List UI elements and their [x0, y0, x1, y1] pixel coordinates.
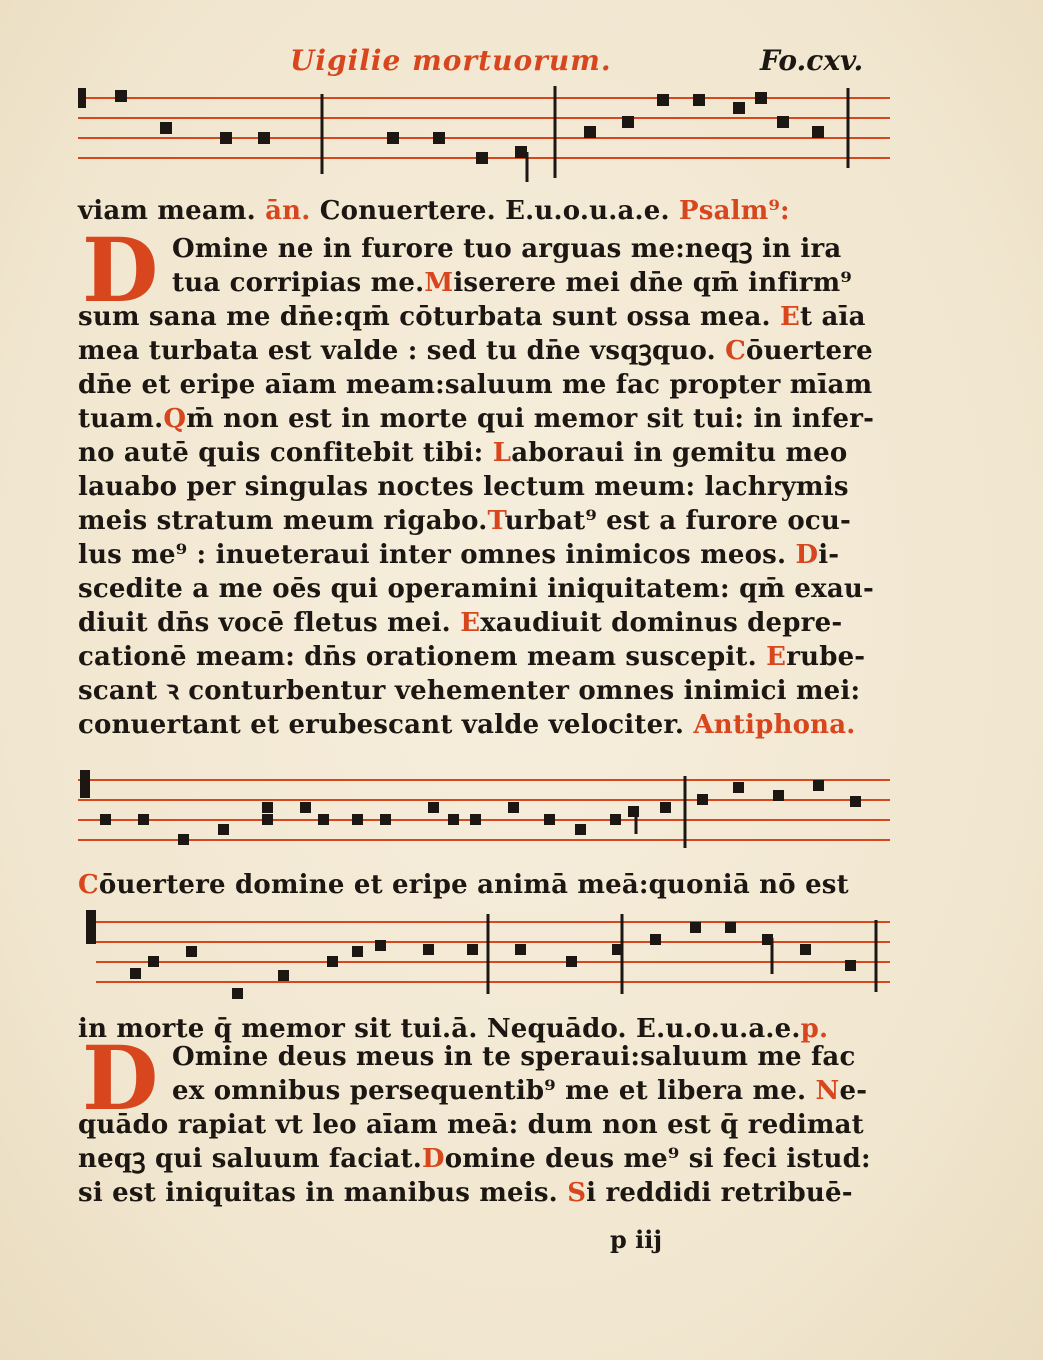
text-line [78, 436, 898, 470]
drop-capital: D [82, 1026, 159, 1130]
text-line [78, 538, 898, 572]
text-line [78, 194, 898, 228]
rubric-text: Q [163, 404, 187, 434]
text-segment: sum sana me dn̄e:qm̄ cōturbata sunt ossa mea. [78, 302, 781, 332]
signature-mark: p iij [610, 1225, 663, 1254]
text-line [78, 606, 898, 640]
rubric-text: E [766, 642, 787, 672]
rubric-text: Antiphona. [693, 710, 856, 740]
text-line [78, 402, 898, 436]
text-segment: t aīa [800, 302, 866, 332]
music-staff-2 [0, 768, 1043, 868]
text-segment: m̄ non est in morte qui memor sit tui: in infer- [186, 404, 875, 434]
text-line [172, 266, 992, 300]
text-segment: neqꝫ qui saluum faciat. [78, 1144, 422, 1174]
rubric-text: L [492, 438, 512, 468]
text-segment: tuam. [78, 404, 164, 434]
text-segment: ōuertere [746, 336, 873, 366]
text-segment: mea turbata est valde : sed tu dn̄e vsqꝫquo. [78, 336, 726, 366]
text-segment: no autē quis confitebit tibi: [78, 438, 493, 468]
text-line [78, 572, 898, 606]
rubric-text: Psalm⁹: [679, 196, 790, 226]
text-line [78, 504, 898, 538]
rubric-text: N [815, 1076, 840, 1106]
text-segment: ōuertere domine et eripe animā meā:quoniā nō est [98, 870, 849, 900]
text-line [78, 868, 898, 902]
rubric-text: S [567, 1178, 587, 1208]
text-segment: lus me⁹ : inueteraui inter omnes inimicos meos. [78, 540, 796, 570]
text-segment: i- [818, 540, 840, 570]
text-segment: quādo rapiat vt leo aīam meā: dum non est q̄ redimat [78, 1110, 864, 1140]
text-segment: omine deus me⁹ si feci istud: [444, 1144, 871, 1174]
text-line [78, 640, 898, 674]
rubric-text: T [487, 506, 505, 536]
folio-number: Fo.cxv. [760, 44, 864, 77]
rubric-text: E [460, 608, 481, 638]
text-segment: lauabo per singulas noctes lectum meum: lachrymis [78, 472, 849, 502]
text-line [78, 674, 898, 708]
text-line [172, 232, 992, 266]
rubric-text: ān. [265, 196, 311, 226]
text-segment: rube- [786, 642, 866, 672]
text-line [78, 1176, 898, 1210]
rubric-text: C [78, 870, 99, 900]
rubric-text: M [424, 268, 454, 298]
text-segment: aboraui in gemitu meo [511, 438, 848, 468]
text-line [78, 708, 898, 742]
rubric-text: C [725, 336, 747, 366]
rubric-text: p. [800, 1014, 829, 1044]
text-segment: cationē meam: dn̄s orationem meam suscepit. [78, 642, 767, 672]
text-line [78, 1142, 898, 1176]
text-line [78, 334, 898, 368]
music-staff-3 [0, 910, 1043, 1010]
text-segment: iserere mei dn̄e qm̄ infirm⁹ [453, 268, 852, 298]
rubric-text: E [780, 302, 801, 332]
text-segment: viam meam. [78, 196, 266, 226]
text-segment: scant ꝛ conturbentur vehementer omnes inimici mei: [78, 676, 861, 706]
text-segment: ex omnibus persequentib⁹ me et libera me. [172, 1076, 816, 1106]
text-segment: conuertant et erubescant valde velociter. [78, 710, 694, 740]
rubric-text: D [421, 1144, 445, 1174]
page-header [0, 44, 1043, 84]
text-segment: tua corripias me. [172, 268, 425, 298]
text-line [172, 1040, 992, 1074]
running-title: Uigilie mortuorum. [290, 44, 612, 77]
text-segment: meis stratum meum rigabo. [78, 506, 488, 536]
text-segment: i reddidi retribuē- [586, 1178, 853, 1208]
text-segment: Omine deus meus in te speraui:saluum me fac [172, 1042, 856, 1072]
text-segment: Omine ne in furore tuo arguas me:neqꝫ in ira [172, 234, 842, 264]
text-line [78, 300, 898, 334]
music-staff-1 [0, 86, 1043, 186]
text-segment: in morte q̄ memor sit tui.ā. Nequādo. E.u.o.u.a.e. [78, 1014, 801, 1044]
text-segment: si est iniquitas in manibus meis. [78, 1178, 568, 1208]
text-segment: diuit dn̄s vocē fletus mei. [78, 608, 461, 638]
text-segment: e- [839, 1076, 868, 1106]
text-line [172, 1074, 992, 1108]
text-segment: Conuertere. E.u.o.u.a.e. [310, 196, 680, 226]
text-segment: xaudiuit dominus depre- [480, 608, 843, 638]
text-line [78, 470, 898, 504]
text-segment: scedite a me oēs qui operamini iniquitatem: qm̄ exau- [78, 574, 874, 604]
text-segment: urbat⁹ est a furore ocu- [504, 506, 852, 536]
drop-capital: D [82, 218, 159, 322]
text-segment: dn̄e et eripe aīam meam:saluum me fac propter mīam [78, 370, 873, 400]
text-line [78, 1108, 898, 1142]
text-line [78, 368, 898, 402]
rubric-text: D [795, 540, 819, 570]
